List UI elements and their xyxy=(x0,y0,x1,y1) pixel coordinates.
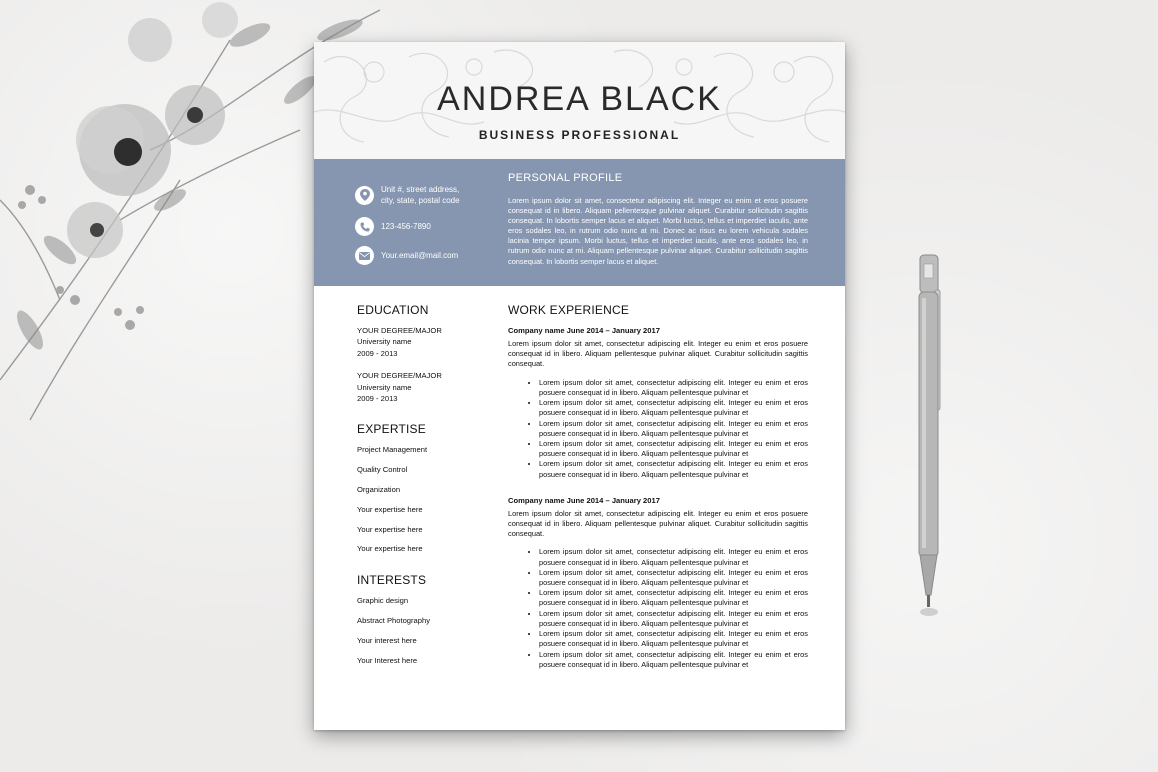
job-bullet: • Lorem ipsum dolor sit amet, consectetur adipiscing elit. Integer eu enim et eros posuere consequat id in libero. Aliquam pellentesque pulvinar et xyxy=(539,629,808,649)
address-line-2: city, state, postal code xyxy=(381,196,460,205)
job-bullet: • Lorem ipsum dolor sit amet, consectetur adipiscing elit. Integer eu enim et eros posuere consequat id in libero. Aliquam pellentesque pulvinar et xyxy=(539,588,808,608)
job-bullet: • Lorem ipsum dolor sit amet, consectetur adipiscing elit. Integer eu enim et eros posuere consequat id in libero. Aliquam pellentesque pulvinar et xyxy=(539,398,808,418)
expertise-item: Organization xyxy=(357,485,401,495)
expertise-item: Project Management xyxy=(357,445,428,455)
expertise-title: EXPERTISE xyxy=(357,422,426,437)
interest-item: Your interest here xyxy=(357,635,417,645)
job-bullet: • Lorem ipsum dolor sit amet, consectetur adipiscing elit. Integer eu enim et eros posuere consequat id in libero. Aliquam pellentesque pulvinar et xyxy=(539,547,808,567)
job-bullet: • Lorem ipsum dolor sit amet, consectetur adipiscing elit. Integer eu enim et eros posuere consequat id in libero. Aliquam pellentesque pulvinar et xyxy=(539,609,808,629)
interest-item: Your Interest here xyxy=(357,655,418,665)
work-experience-title: WORK EXPERIENCE xyxy=(508,303,630,317)
pen-decoration xyxy=(905,250,950,620)
contact-email xyxy=(355,246,458,265)
interests-list xyxy=(357,591,487,670)
interest-item: Abstract Photography xyxy=(357,616,431,626)
job-company-dates: Company name June 2014 – January 2017 xyxy=(508,495,660,505)
contact-address xyxy=(355,184,460,206)
education-entry xyxy=(357,325,487,359)
resume-header xyxy=(314,42,845,159)
envelope-icon xyxy=(355,246,374,265)
left-column xyxy=(357,303,487,670)
phone-number: 123-456-7890 xyxy=(381,222,431,231)
expertise-item: Quality Control xyxy=(357,465,408,475)
education-years: 2009 - 2013 xyxy=(357,348,398,358)
phone-icon xyxy=(355,217,374,236)
resume-subtitle: BUSINESS PROFESSIONAL xyxy=(478,128,681,142)
job-bullet: • Lorem ipsum dolor sit amet, consectetur adipiscing elit. Integer eu enim et eros posuere consequat id in libero. Aliquam pellentesque pulvinar et xyxy=(539,459,808,479)
education-school: University name xyxy=(357,337,412,347)
education-title: EDUCATION xyxy=(357,303,429,317)
job-bullet-list xyxy=(508,378,808,480)
job-description: Lorem ipsum dolor sit amet, consectetur adipiscing elit. Integer eu enim et eros posuere consequat id in libero. Aliquam pellentesque pulvinar aliquet. Curabitur sollicitudin sagittis consequat. xyxy=(508,508,808,538)
expertise-item: Your expertise here xyxy=(357,544,423,554)
job-entry xyxy=(508,326,808,480)
job-description: Lorem ipsum dolor sit amet, consectetur adipiscing elit. Integer eu enim et eros posuere consequat id in libero. Aliquam pellentesque pulvinar aliquet. Curabitur sollicitudin sagittis consequat. xyxy=(508,339,808,368)
job-bullet: • Lorem ipsum dolor sit amet, consectetur adipiscing elit. Integer eu enim et eros posuere consequat id in libero. Aliquam pellentesque pulvinar et xyxy=(539,378,808,398)
email-address: Your.email@mail.com xyxy=(381,251,459,260)
contact-phone xyxy=(355,217,431,236)
education-years: 2009 - 2013 xyxy=(357,394,398,404)
expertise-list xyxy=(357,440,487,559)
job-bullet: • Lorem ipsum dolor sit amet, consectetur adipiscing elit. Integer eu enim et eros posuere consequat id in libero. Aliquam pellentesque pulvinar et xyxy=(539,650,808,670)
profile-text: Lorem ipsum dolor sit amet, consectetur adipiscing elit. Integer eu enim et eros posuere consequat id in libero. Aliquam pellentesque pulvinar aliquet. Curabitur sollicitudin sagittis consequat. In lobortis semper lacus et aliquet. Morbi luctus, tellus et imperdiet iaculis, ante eros sodales leo, in rutrum odio nunc at mi. Donec ac risus eu lorem vehicula sodales lacinia tempor ipsum. Morbi luctus, tellus et imperdiet iaculis, ante eros sodales leo, in rutrum odio nunc at mi. Aliquam pellentesque pulvinar aliquet. Curabitur sollicitudin sagittis consequat. In lobortis semper lacus et aliquet. xyxy=(508,196,808,266)
right-column xyxy=(508,303,808,670)
address-line-1: Unit #, street address, xyxy=(381,185,460,194)
expertise-item: Your expertise here xyxy=(357,524,423,534)
location-pin-icon xyxy=(355,186,374,205)
profile-title: PERSONAL PROFILE xyxy=(508,172,623,184)
resume-name: ANDREA BLACK xyxy=(437,80,722,118)
education-school: University name xyxy=(357,382,412,392)
job-bullet: • Lorem ipsum dolor sit amet, consectetur adipiscing elit. Integer eu enim et eros posuere consequat id in libero. Aliquam pellentesque pulvinar et xyxy=(539,568,808,588)
expertise-item: Your expertise here xyxy=(357,504,423,514)
contact-profile-band xyxy=(314,159,845,286)
interest-item: Graphic design xyxy=(357,596,409,606)
job-bullet: • Lorem ipsum dolor sit amet, consectetur adipiscing elit. Integer eu enim et eros posuere consequat id in libero. Aliquam pellentesque pulvinar et xyxy=(539,419,808,439)
job-bullet: • Lorem ipsum dolor sit amet, consectetur adipiscing elit. Integer eu enim et eros posuere consequat id in libero. Aliquam pellentesque pulvinar et xyxy=(539,439,808,459)
education-entry xyxy=(357,370,487,404)
education-degree: YOUR DEGREE/MAJOR xyxy=(357,326,442,335)
job-entry xyxy=(508,496,808,670)
education-degree: YOUR DEGREE/MAJOR xyxy=(357,371,442,381)
interests-title: INTERESTS xyxy=(357,573,427,588)
job-company-dates: Company name June 2014 – January 2017 xyxy=(508,326,660,335)
resume-page xyxy=(314,42,845,730)
job-bullet-list xyxy=(508,547,808,669)
